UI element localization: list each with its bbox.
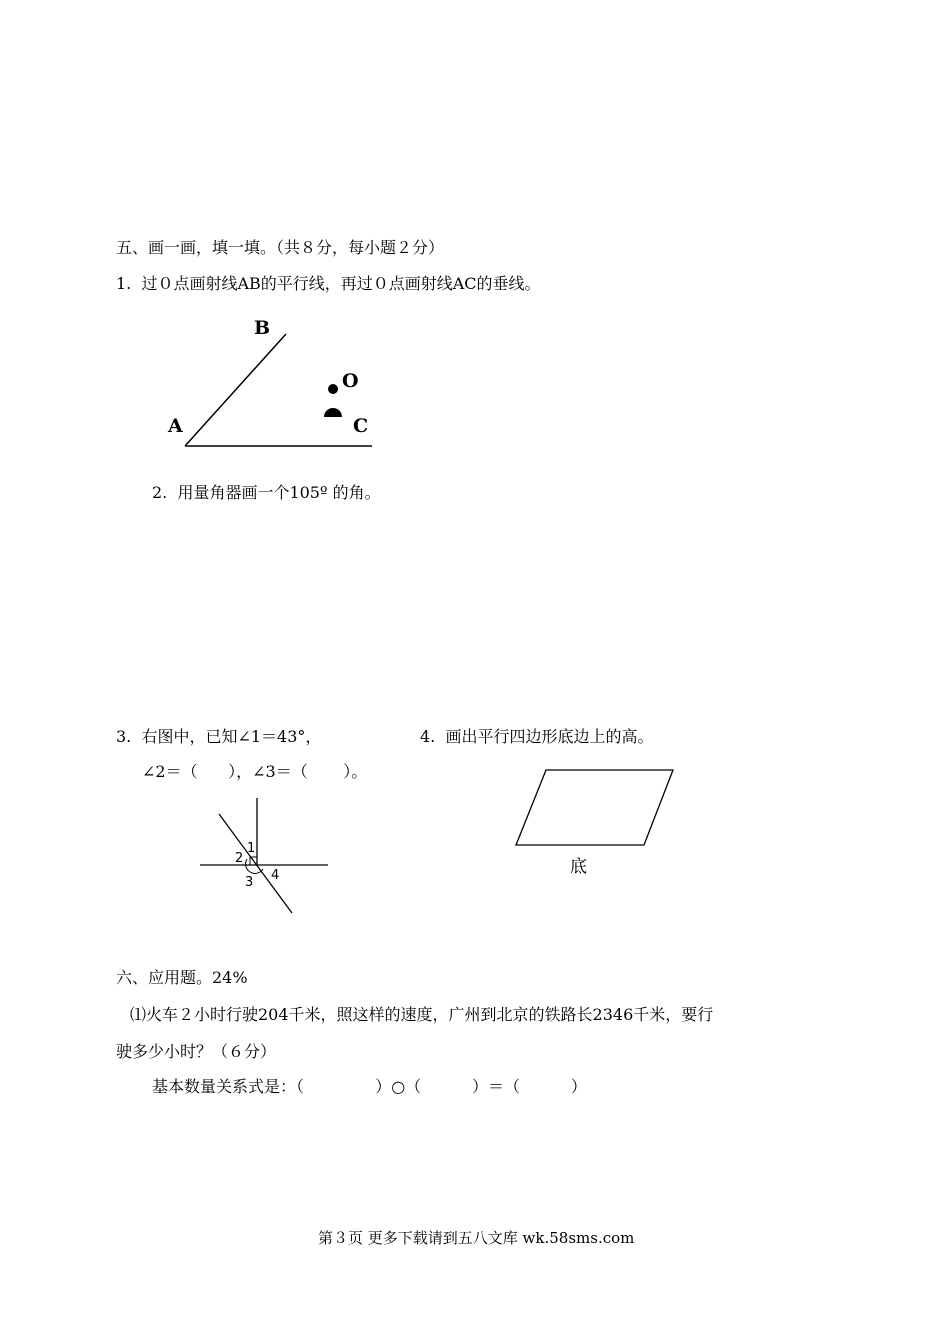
parallelogram xyxy=(516,770,673,845)
slanted-line xyxy=(219,814,292,913)
problem-1-line1: ⑴火车２小时行驶204千米，照这样的速度，广州到北京的铁路长2346千米，要行 xyxy=(130,1005,714,1024)
angle-label-2: 2 xyxy=(235,851,244,866)
parallelogram-figure xyxy=(510,765,680,850)
angle-figure xyxy=(195,795,335,920)
label-a: A xyxy=(168,415,183,437)
angle-label-4: 4 xyxy=(271,868,280,883)
label-o: O xyxy=(342,370,359,392)
angle-label-1: 1 xyxy=(247,841,256,856)
relation-formula: 基本数量关系式是：（ ）○（ ）＝（ ） xyxy=(152,1077,587,1096)
problem-1-line2: 驶多少小时？（６分） xyxy=(116,1042,277,1061)
question-2-text: 2. 用量角器画一个105º 的角。 xyxy=(152,483,381,502)
label-b: B xyxy=(254,317,271,339)
angle-label-3: 3 xyxy=(245,875,254,890)
half-disc-mark xyxy=(324,408,342,417)
ray-ab xyxy=(185,334,286,446)
section5-title: 五、画一画，填一填。（共８分，每小题２分） xyxy=(116,238,445,257)
section6-title: 六、应用题。24% xyxy=(116,968,248,987)
label-c: C xyxy=(353,415,369,437)
question-4-text: 4. 画出平行四边形底边上的高。 xyxy=(420,727,654,746)
question-1-text: 1. 过０点画射线AB的平行线，再过０点画射线AC的垂线。 xyxy=(116,274,541,293)
base-label: 底 xyxy=(570,857,587,877)
question-3-line1: 3. 右图中，已知∠1＝43°， xyxy=(116,727,322,746)
point-o xyxy=(328,384,338,394)
page-footer: 第３页 更多下载请到五八文库 wk.58sms.com xyxy=(318,1229,635,1247)
question-3-line2: ∠2＝（ ），∠3＝（ ）。 xyxy=(142,762,368,781)
